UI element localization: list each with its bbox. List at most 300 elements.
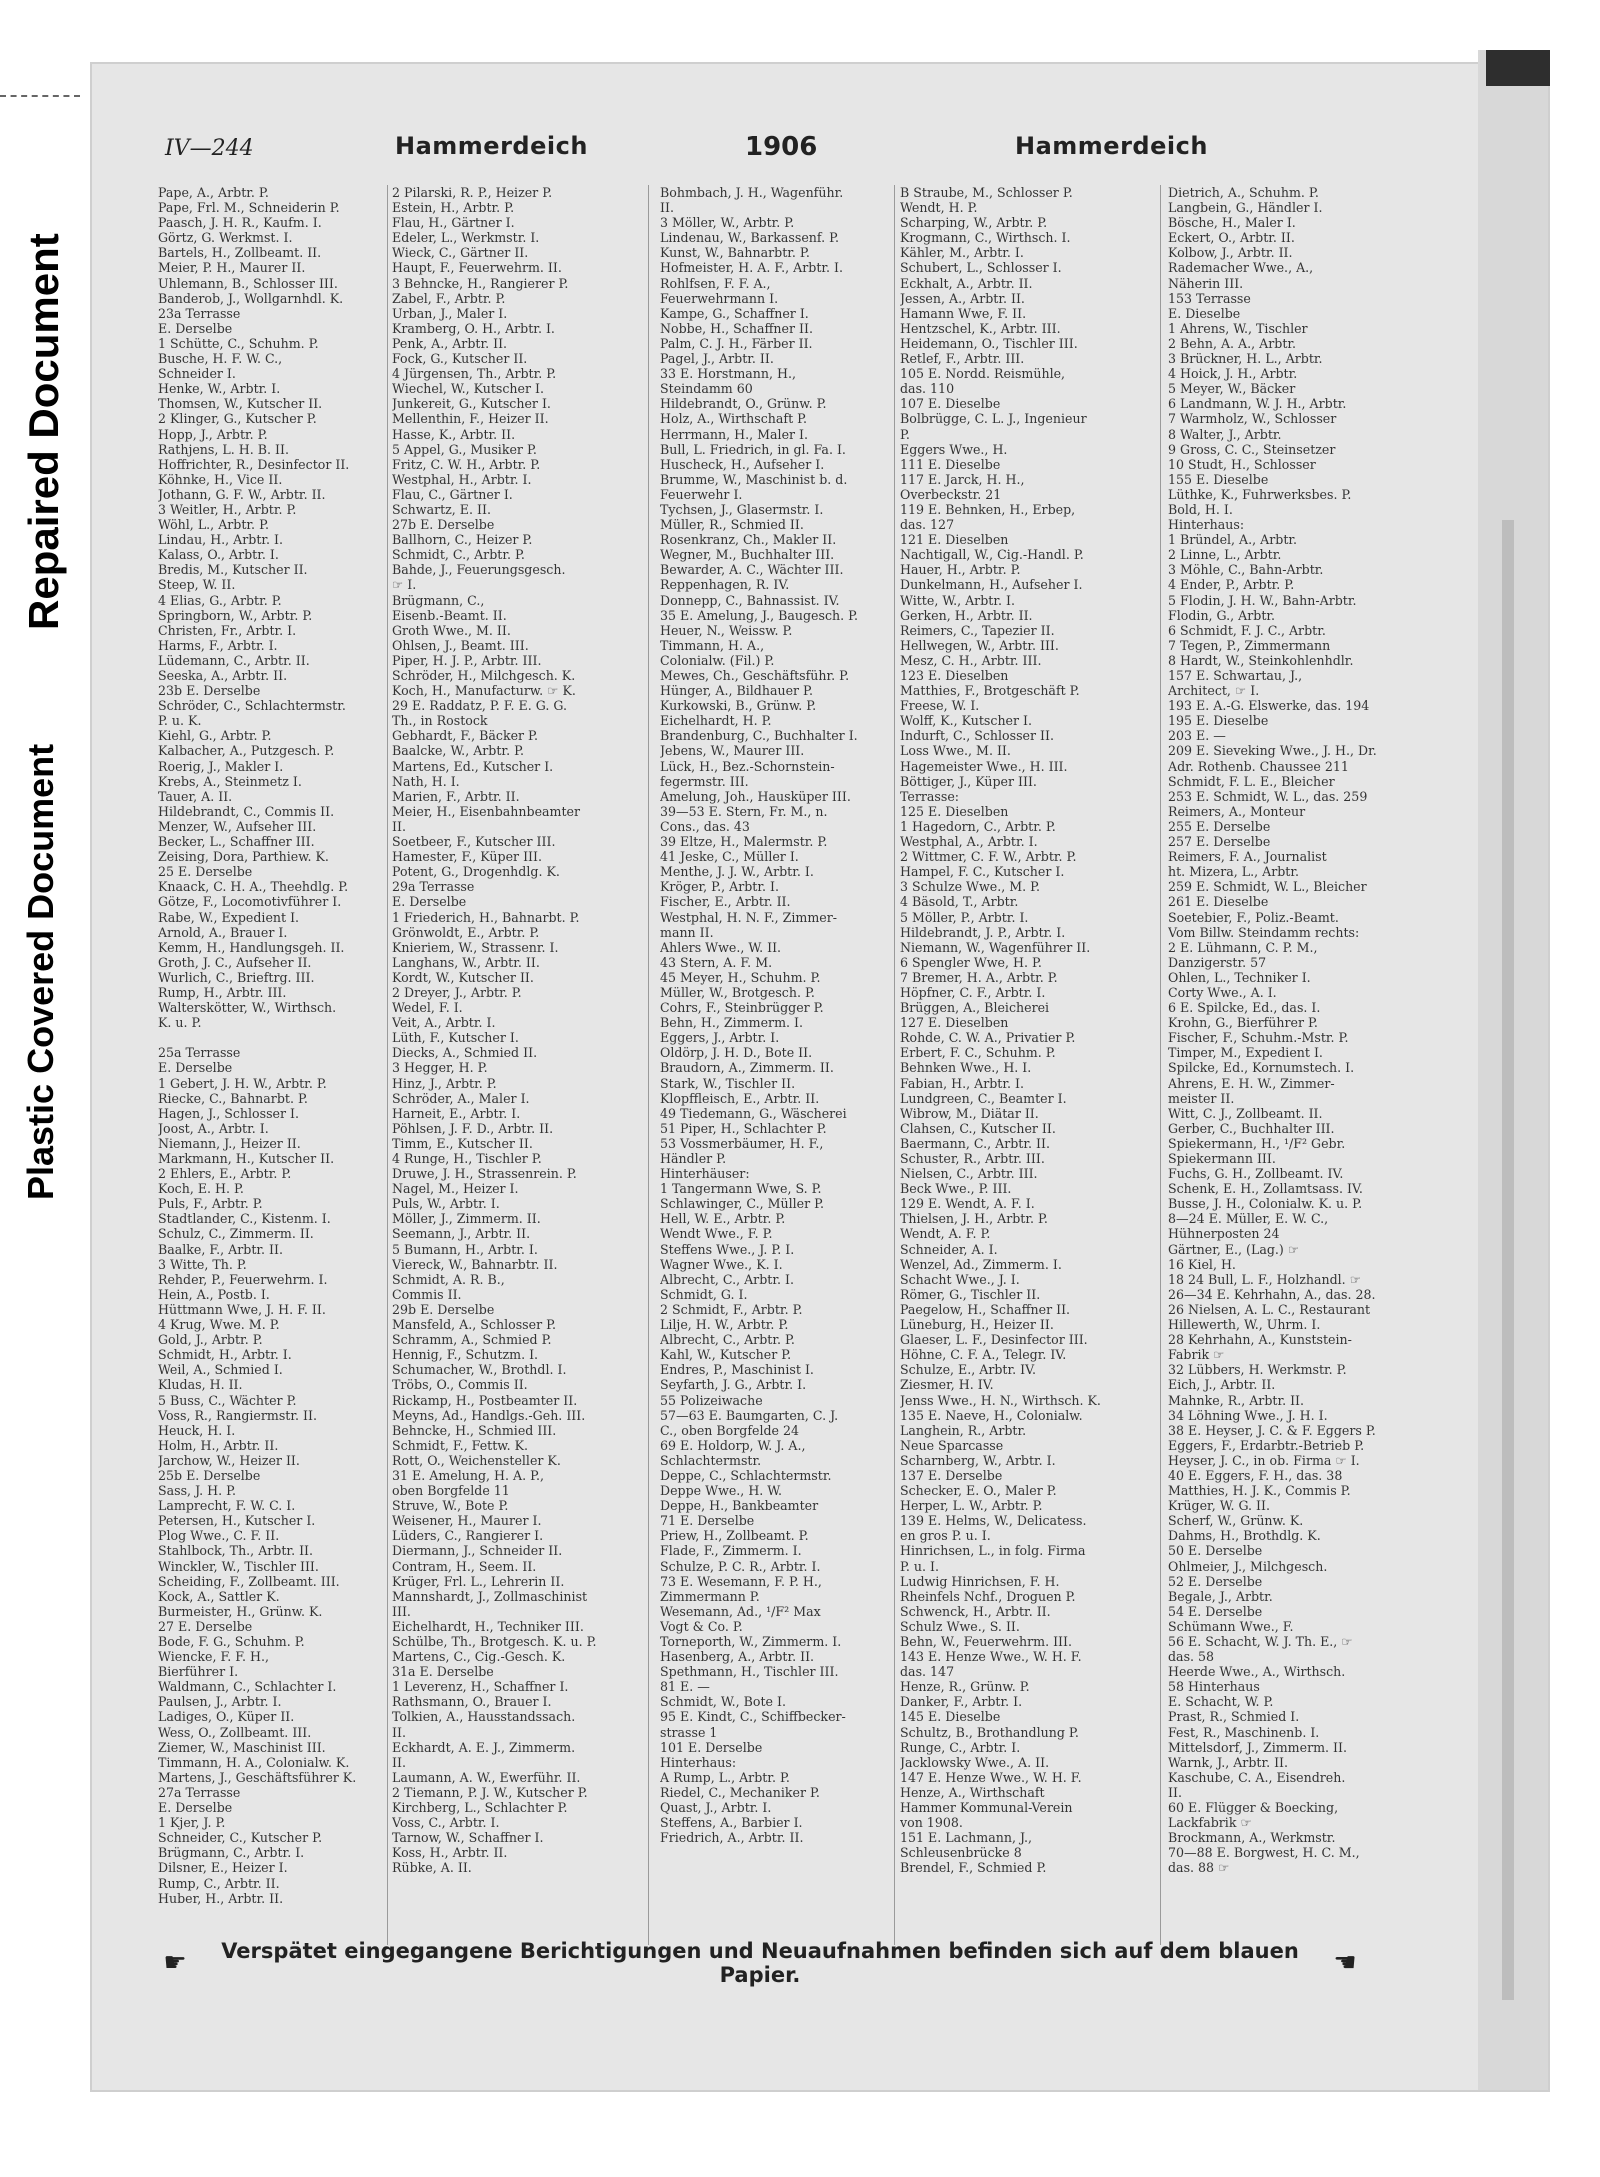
directory-entry: 29b E. Derselbe bbox=[392, 1301, 495, 1317]
directory-entry: Schröder, A., Maler I. bbox=[392, 1090, 530, 1106]
directory-entry: 55 Polizeiwache bbox=[660, 1392, 763, 1408]
directory-entry: K. u. P. bbox=[158, 1015, 202, 1031]
directory-entry: Behn, H., Zimmerm. I. bbox=[660, 1015, 803, 1031]
directory-entry: 1 Schütte, C., Schuhm. P. bbox=[158, 335, 319, 351]
directory-entry: Endres, P., Maschinist I. bbox=[660, 1362, 814, 1378]
directory-entry: E. Dieselbe bbox=[1168, 305, 1241, 321]
directory-entry: 1 Friederich, H., Bahnarbt. P. bbox=[392, 909, 580, 925]
directory-entry: Erbert, F. C., Schuhm. P. bbox=[900, 1045, 1056, 1061]
directory-entry: Martens, J., Geschäftsführer K. bbox=[158, 1769, 357, 1785]
directory-entry: Kalass, O., Arbtr. I. bbox=[158, 547, 279, 563]
directory-entry: 58 Hinterhaus bbox=[1168, 1679, 1260, 1695]
directory-entry: 27a Terrasse bbox=[158, 1784, 241, 1800]
directory-entry: Dahms, H., Brothdlg. K. bbox=[1168, 1528, 1321, 1544]
directory-entry: Kemm, H., Handlungsgeh. II. bbox=[158, 939, 345, 955]
directory-entry: Runge, C., Arbtr. I. bbox=[900, 1739, 1021, 1755]
directory-entry: Hildebrandt, J. P., Arbtr. I. bbox=[900, 924, 1066, 940]
directory-entry: P. u. I. bbox=[900, 1558, 940, 1574]
side-label-plastic: Plastic Covered Document bbox=[20, 743, 61, 1200]
directory-entry: Meier, H., Eisenbahnbeamter bbox=[392, 803, 581, 819]
directory-entry: Menzer, W., Aufseher III. bbox=[158, 818, 317, 834]
directory-entry: Nath, H. I. bbox=[392, 773, 460, 789]
directory-entry: Arnold, A., Brauer I. bbox=[158, 924, 288, 940]
directory-entry: 3 Brückner, H. L., Arbtr. bbox=[1168, 351, 1323, 367]
directory-entry: Kröger, P., Arbtr. I. bbox=[660, 879, 779, 895]
directory-entry: das. 147 bbox=[900, 1664, 955, 1680]
directory-entry: Seemann, J., Arbtr. II. bbox=[392, 1226, 531, 1242]
directory-entry: 69 E. Holdorp, W. J. A., bbox=[660, 1437, 806, 1453]
directory-entry: Schröder, C., Schlachtermstr. bbox=[158, 698, 346, 714]
directory-entry: Thielsen, J. H., Arbtr. P. bbox=[900, 1211, 1048, 1227]
directory-entry: Martens, Ed., Kutscher I. bbox=[392, 758, 554, 774]
directory-entry: 38 E. Heyser, J. C. & F. Eggers P. bbox=[1168, 1422, 1376, 1438]
directory-entry: Reimers, C., Tapezier II. bbox=[900, 622, 1055, 638]
directory-entry: 95 E. Kindt, C., Schiffbecker- bbox=[660, 1709, 846, 1725]
directory-entry: Schmidt, C., Arbtr. P. bbox=[392, 547, 525, 563]
directory-entry: Amelung, Joh., Hausküper III. bbox=[660, 788, 851, 804]
directory-entry: Baalcke, W., Arbtr. P. bbox=[392, 743, 524, 759]
directory-entry: E. Derselbe bbox=[158, 1060, 233, 1076]
directory-entry: Mahnke, R., Arbtr. II. bbox=[1168, 1392, 1305, 1408]
directory-entry: Ohlmeier, J., Milchgesch. bbox=[1168, 1558, 1328, 1574]
directory-entry: Schwenck, H., Arbtr. II. bbox=[900, 1603, 1051, 1619]
directory-entry: 3 Behncke, H., Rangierer P. bbox=[392, 275, 569, 291]
directory-entry: 4 Krug, Wwe. M. P. bbox=[158, 1317, 280, 1333]
directory-entry: Görtz, G. Werkmst. I. bbox=[158, 230, 293, 246]
directory-entry: Henze, A., Wirthschaft bbox=[900, 1784, 1045, 1800]
directory-column-5 bbox=[1168, 185, 1400, 1945]
directory-entry: Müller, W., Brotgesch. P. bbox=[660, 984, 815, 1000]
directory-entry: Winckler, W., Tischler III. bbox=[158, 1558, 319, 1574]
directory-entry: Hinrichsen, L., in folg. Firma bbox=[900, 1543, 1086, 1559]
directory-entry: Begale, J., Arbtr. bbox=[1168, 1588, 1273, 1604]
directory-entry: Uhlemann, B., Schlosser III. bbox=[158, 275, 338, 291]
directory-entry: Overbeckstr. 21 bbox=[900, 486, 1002, 502]
directory-entry: Menthe, J. J. W., Arbtr. I. bbox=[660, 864, 814, 880]
directory-entry: Ahrens, E. H. W., Zimmer- bbox=[1168, 1075, 1335, 1091]
directory-entry: 121 E. Dieselben bbox=[900, 532, 1009, 548]
directory-entry: Danker, F., Arbtr. I. bbox=[900, 1694, 1023, 1710]
directory-entry: 195 E. Dieselbe bbox=[1168, 713, 1269, 729]
directory-entry: Rohde, C. W. A., Privatier P. bbox=[900, 1030, 1076, 1046]
directory-entry: Heidemann, O., Tischler III. bbox=[900, 335, 1078, 351]
directory-entry: Hamester, F., Küper III. bbox=[392, 849, 542, 865]
directory-entry: 2 Dreyer, J., Arbtr. P. bbox=[392, 984, 522, 1000]
directory-entry: 4 Ender, P., Arbtr. P. bbox=[1168, 577, 1295, 593]
directory-entry: 25b E. Derselbe bbox=[158, 1467, 261, 1483]
directory-entry: Henke, W., Arbtr. I. bbox=[158, 381, 281, 397]
directory-entry: Warnk, J., Arbtr. II. bbox=[1168, 1754, 1289, 1770]
directory-entry: Brockmann, A., Werkmstr. bbox=[1168, 1830, 1336, 1846]
directory-entry: Piper, H. J. P., Arbtr. III. bbox=[392, 652, 542, 668]
directory-entry: Wedel, F. I. bbox=[392, 1000, 463, 1016]
directory-entry: Busche, H. F. W. C., bbox=[158, 351, 283, 367]
directory-entry: Bredis, M., Kutscher II. bbox=[158, 562, 308, 578]
directory-entry: 2 Pilarski, R. P., Heizer P. bbox=[392, 185, 553, 200]
directory-entry: Mannshardt, J., Zollmaschinist bbox=[392, 1588, 588, 1604]
directory-entry: 43 Stern, A. F. M. bbox=[660, 954, 773, 970]
scan-corner-shadow bbox=[1486, 50, 1550, 86]
directory-entry: Reimers, A., Monteur bbox=[1168, 803, 1306, 819]
directory-entry: 23b E. Derselbe bbox=[158, 683, 261, 699]
directory-entry: 1 Tangermann Wwe, S. P. bbox=[660, 1181, 822, 1197]
directory-entry: Kirchberg, L., Schlachter P. bbox=[392, 1800, 568, 1816]
directory-entry: III. bbox=[392, 1603, 411, 1619]
directory-entry: 25 E. Derselbe bbox=[158, 864, 253, 880]
directory-entry: 111 E. Dieselbe bbox=[900, 456, 1001, 472]
directory-entry: Steindamm 60 bbox=[660, 381, 753, 397]
directory-entry: Fischer, E., Arbtr. II. bbox=[660, 894, 791, 910]
directory-entry: 27 E. Derselbe bbox=[158, 1618, 253, 1634]
street-title-left: Hammerdeich bbox=[395, 132, 588, 160]
directory-entry: Heuer, N., Weissw. P. bbox=[660, 622, 793, 638]
directory-entry: Höhne, C. F. A., Telegr. IV. bbox=[900, 1347, 1067, 1363]
directory-entry: 7 Tegen, P., Zimmermann bbox=[1168, 637, 1331, 653]
directory-entry: 2 Wittmer, C. F. W., Arbtr. P. bbox=[900, 849, 1077, 865]
directory-entry: 53 Vossmerbäumer, H. F., bbox=[660, 1135, 824, 1151]
directory-entry: Hinz, J., Arbtr. P. bbox=[392, 1075, 497, 1091]
directory-entry: Kähler, M., Arbtr. I. bbox=[900, 245, 1024, 261]
directory-entry: Bösche, H., Maler I. bbox=[1168, 215, 1296, 231]
directory-entry: Prast, R., Schmied I. bbox=[1168, 1709, 1300, 1725]
directory-entry bbox=[158, 1030, 384, 1045]
directory-column-2 bbox=[392, 185, 638, 1945]
directory-entry: Scherf, W., Grünw. K. bbox=[1168, 1513, 1304, 1529]
directory-entry: Hagen, J., Schlosser I. bbox=[158, 1105, 299, 1121]
directory-entry: Plog Wwe., C. F. II. bbox=[158, 1528, 280, 1544]
directory-entry: 2 E. Lühmann, C. P. M., bbox=[1168, 939, 1318, 955]
directory-entry: Hentzschel, K., Arbtr. III. bbox=[900, 320, 1061, 336]
directory-entry: 4 Bäsold, T., Arbtr. bbox=[900, 894, 1019, 910]
directory-entry: 155 E. Dieselbe bbox=[1168, 471, 1269, 487]
directory-entry: Bewarder, A. C., Wächter III. bbox=[660, 562, 844, 578]
directory-entry: Schulze, P. C. R., Arbtr. I. bbox=[660, 1558, 821, 1574]
directory-entry: Ohlsen, J., Beamt. III. bbox=[392, 637, 529, 653]
directory-entry: Ziemer, W., Maschinist III. bbox=[158, 1739, 326, 1755]
directory-entry: Hamann Wwe, F. II. bbox=[900, 305, 1027, 321]
directory-entry: Feuerwehrmann I. bbox=[660, 290, 779, 306]
directory-entry: 6 E. Spilcke, Ed., das. I. bbox=[1168, 1000, 1321, 1016]
directory-entry: 261 E. Dieselbe bbox=[1168, 894, 1269, 910]
directory-entry: Wöhl, L., Arbtr. P. bbox=[158, 517, 269, 533]
directory-entry: Holz, A., Wirthschaft P. bbox=[660, 411, 808, 427]
directory-entry: Mansfeld, A., Schlosser P. bbox=[392, 1317, 557, 1333]
directory-entry: Retlef, F., Arbtr. III. bbox=[900, 351, 1025, 367]
directory-entry: 2 Linne, L., Arbtr. bbox=[1168, 547, 1282, 563]
directory-entry: 145 E. Dieselbe bbox=[900, 1709, 1001, 1725]
directory-entry: Eggers, F., Erdarbtr.-Betrieb P. bbox=[1168, 1437, 1365, 1453]
directory-entry: Bahde, J., Feuerungsgesch. bbox=[392, 562, 566, 578]
directory-entry: Martens, C., Cig.-Gesch. K. bbox=[392, 1649, 566, 1665]
directory-entry: Näherin III. bbox=[1168, 275, 1244, 291]
directory-entry: 34 Löhning Wwe., J. H. I. bbox=[1168, 1407, 1328, 1423]
directory-entry: Flau, H., Gärtner I. bbox=[392, 215, 515, 231]
side-label-repaired: Repaired Document bbox=[20, 233, 67, 630]
directory-entry: 7 Bremer, H. A., Arbtr. P. bbox=[900, 969, 1058, 985]
directory-entry: II. bbox=[1168, 1784, 1182, 1800]
directory-entry: Torneporth, W., Zimmerm. I. bbox=[660, 1634, 842, 1649]
directory-entry: Hünger, A., Bildhauer P. bbox=[660, 683, 813, 699]
directory-entry: Kolbow, J., Arbtr. II. bbox=[1168, 245, 1293, 261]
directory-entry: Donnepp, C., Bahnassist. IV. bbox=[660, 592, 840, 608]
directory-entry: 5 Bumann, H., Arbtr. I. bbox=[392, 1241, 538, 1257]
directory-entry: Freese, W. I. bbox=[900, 698, 980, 714]
directory-entry: Steffens Wwe., J. P. I. bbox=[660, 1241, 795, 1257]
directory-entry: 157 E. Schwartau, J., bbox=[1168, 668, 1303, 683]
directory-entry: Lüneburg, H., Heizer II. bbox=[900, 1317, 1054, 1333]
directory-entry: Brüggen, A., Bleicherei bbox=[900, 1000, 1050, 1016]
directory-entry: Tröbs, O., Commis II. bbox=[392, 1377, 528, 1393]
directory-entry: Dilsner, E., Heizer I. bbox=[158, 1860, 288, 1876]
directory-entry: Römer, G., Tischler II. bbox=[900, 1286, 1041, 1302]
directory-entry: 16 Kiel, H. bbox=[1168, 1256, 1236, 1272]
directory-entry: Krebs, A., Steinmetz I. bbox=[158, 773, 302, 789]
directory-entry: Schulz, C., Zimmerm. II. bbox=[158, 1226, 314, 1242]
directory-entry: Behn, W., Feuerwehrm. III. bbox=[900, 1634, 1073, 1649]
directory-entry: Commis II. bbox=[392, 1286, 462, 1302]
directory-entry: Zabel, F., Arbtr. P. bbox=[392, 290, 506, 306]
directory-entry: E. Derselbe bbox=[158, 320, 233, 336]
directory-entry: Hasse, K., Arbtr. II. bbox=[392, 426, 516, 442]
directory-entry: Schenk, E. H., Zollamtsass. IV. bbox=[1168, 1181, 1363, 1197]
directory-entry: Mellenthin, F., Heizer II. bbox=[392, 411, 549, 427]
directory-entry: Clahsen, C., Kutscher II. bbox=[900, 1120, 1056, 1136]
directory-entry: Behnken Wwe., H. I. bbox=[900, 1060, 1032, 1076]
directory-entry: Langhein, R., Arbtr. bbox=[900, 1422, 1027, 1438]
directory-entry: Jacklowsky Wwe., A. II. bbox=[900, 1754, 1050, 1770]
directory-entry: Hinterhaus: bbox=[1168, 517, 1245, 533]
directory-entry: Seyfarth, J. G., Arbtr. I. bbox=[660, 1377, 807, 1393]
directory-entry: Thomsen, W., Kutscher II. bbox=[158, 396, 323, 412]
directory-entry: Albrecht, C., Arbtr. P. bbox=[660, 1332, 795, 1348]
directory-entry: Eggers, J., Arbtr. I. bbox=[660, 1030, 780, 1046]
directory-entry: Kludas, H. II. bbox=[158, 1377, 243, 1393]
column-rule bbox=[894, 185, 895, 1945]
directory-entry: II. bbox=[392, 818, 406, 834]
directory-entry: 1 Leverenz, H., Schaffner I. bbox=[392, 1679, 569, 1695]
directory-entry: 35 E. Amelung, J., Baugesch. P. bbox=[660, 607, 859, 623]
directory-entry: Ziesmer, H. IV. bbox=[900, 1377, 994, 1393]
directory-entry: Kalbacher, A., Putzgesch. P. bbox=[158, 743, 335, 759]
directory-entry: Deppe, C., Schlachtermstr. bbox=[660, 1467, 832, 1483]
directory-entry: 10 Studt, H., Schlosser bbox=[1168, 456, 1316, 472]
directory-entry: Glaeser, L. F., Desinfector III. bbox=[900, 1332, 1088, 1348]
directory-entry: 1 Ahrens, W., Tischler bbox=[1168, 320, 1308, 336]
directory-entry: Flade, F., Zimmerm. I. bbox=[660, 1543, 802, 1559]
directory-entry: Heerde Wwe., A., Wirthsch. bbox=[1168, 1664, 1346, 1680]
directory-entry: ☞ I. bbox=[392, 577, 417, 593]
directory-entry: C., oben Borgfelde 24 bbox=[660, 1422, 800, 1438]
directory-entry: Rabe, W., Expedient I. bbox=[158, 909, 300, 925]
directory-entry: Th., in Rostock bbox=[392, 713, 488, 729]
directory-entry: Stadtlander, C., Kistenm. I. bbox=[158, 1211, 331, 1227]
directory-entry: Hillewerth, W., Uhrm. I. bbox=[1168, 1317, 1321, 1333]
directory-entry: A Rump, L., Arbtr. P. bbox=[660, 1769, 790, 1785]
directory-entry: das. 88 ☞ bbox=[1168, 1860, 1230, 1876]
directory-entry: Timmann, H. A., bbox=[660, 637, 765, 653]
directory-entry: Eich, J., Arbtr. II. bbox=[1168, 1377, 1276, 1393]
directory-entry: Riedel, C., Mechaniker P. bbox=[660, 1784, 820, 1800]
directory-entry: Lackfabrik ☞ bbox=[1168, 1815, 1252, 1831]
directory-entry: Schneider, C., Kutscher P. bbox=[158, 1830, 323, 1846]
directory-entry: Rickamp, H., Postbeamter II. bbox=[392, 1392, 578, 1408]
year-title: 1906 bbox=[745, 132, 818, 162]
directory-entry: Dunkelmann, H., Aufseher I. bbox=[900, 577, 1083, 593]
directory-entry: Banderob, J., Wollgarnhdl. K. bbox=[158, 290, 344, 306]
directory-entry: Schmidt, G. I. bbox=[660, 1286, 748, 1302]
directory-entry: Tychsen, J., Glasermstr. I. bbox=[660, 501, 824, 517]
directory-entry: Terrasse: bbox=[900, 788, 960, 804]
directory-entry: Busse, J. H., Colonialw. K. u. P. bbox=[1168, 1196, 1363, 1212]
directory-entry: Henze, R., Grünw. P. bbox=[900, 1679, 1030, 1695]
directory-entry: 49 Tiedemann, G., Wäscherei bbox=[660, 1105, 847, 1121]
directory-entry: Westphal, H., Arbtr. I. bbox=[392, 471, 532, 487]
directory-entry: Laumann, A. W., Ewerführ. II. bbox=[392, 1769, 581, 1785]
directory-entry: Bartels, H., Zollbeamt. II. bbox=[158, 245, 322, 261]
directory-entry: Matthies, H. J. K., Commis P. bbox=[1168, 1483, 1351, 1499]
directory-entry: Baalke, F., Arbtr. II. bbox=[158, 1241, 284, 1257]
directory-entry: Vom Billw. Steindamm rechts: bbox=[1168, 924, 1360, 940]
directory-entry: 2 Tiemann, P. J. W., Kutscher P. bbox=[392, 1784, 588, 1800]
directory-entry: Schneider, A. I. bbox=[900, 1241, 998, 1257]
directory-entry: Schubert, L., Schlosser I. bbox=[900, 260, 1062, 276]
directory-entry: Mesz, C. H., Arbtr. III. bbox=[900, 652, 1042, 668]
directory-entry: Rehder, P., Feuerwehrm. I. bbox=[158, 1271, 328, 1287]
pointing-hand-icon: ☛ bbox=[163, 1948, 187, 1978]
directory-entry: Oldörp, J. H. D., Bote II. bbox=[660, 1045, 813, 1061]
directory-entry: Cohrs, F., Steinbrügger P. bbox=[660, 1000, 824, 1016]
directory-entry: Hopp, J., Arbtr. P. bbox=[158, 426, 268, 442]
directory-entry: Wagner Wwe., K. I. bbox=[660, 1256, 783, 1272]
directory-entry: Estein, H., Arbtr. P. bbox=[392, 200, 515, 216]
directory-entry: Huber, H., Arbtr. II. bbox=[158, 1890, 284, 1906]
directory-entry: 4 Runge, H., Tischler P. bbox=[392, 1151, 542, 1166]
directory-entry: Huscheck, H., Aufseher I. bbox=[660, 456, 825, 472]
directory-entry: Contram, H., Seem. II. bbox=[392, 1558, 537, 1574]
directory-entry: 2 Behn, A. A., Arbtr. bbox=[1168, 335, 1297, 351]
page-header bbox=[165, 128, 1208, 168]
directory-entry: Neue Sparcasse bbox=[900, 1437, 1004, 1453]
directory-entry: Herrmann, H., Maler I. bbox=[660, 426, 809, 442]
directory-entry: Corty Wwe., A. I. bbox=[1168, 984, 1277, 1000]
directory-entry: II. bbox=[392, 1754, 406, 1770]
directory-entry: Zeising, Dora, Parthiew. K. bbox=[158, 849, 329, 865]
directory-entry: Witte, W., Arbtr. I. bbox=[900, 592, 1015, 608]
directory-entry: Hagemeister Wwe., H. III. bbox=[900, 758, 1068, 774]
directory-entry: 127 E. Dieselben bbox=[900, 1015, 1009, 1031]
directory-entry: 123 E. Dieselben bbox=[900, 668, 1009, 683]
directory-entry: Rump, C., Arbtr. II. bbox=[158, 1875, 280, 1891]
directory-entry: Tolkien, A., Hausstandssach. bbox=[392, 1709, 576, 1725]
directory-entry: Paasch, J. H. R., Kaufm. I. bbox=[158, 215, 322, 231]
directory-entry: Schwartz, E. II. bbox=[392, 501, 491, 517]
directory-entry: Steep, W. II. bbox=[158, 577, 236, 593]
directory-entry: Westphal, H. N. F., Zimmer- bbox=[660, 909, 837, 925]
directory-entry: 3 Möhle, C., Bahn-Arbtr. bbox=[1168, 562, 1324, 578]
directory-entry: Stahlbock, Th., Arbtr. II. bbox=[158, 1543, 314, 1559]
directory-entry: Potent, G., Drogenhdlg. K. bbox=[392, 864, 560, 880]
directory-entry: fegermstr. III. bbox=[660, 773, 749, 789]
directory-entry: Baermann, C., Arbtr. II. bbox=[900, 1135, 1050, 1151]
directory-entry: Schleusenbrücke 8 bbox=[900, 1845, 1022, 1861]
directory-entry: Waldmann, C., Schlachter I. bbox=[158, 1679, 337, 1695]
directory-entry: Penk, A., Arbtr. II. bbox=[392, 335, 508, 351]
directory-entry: 101 E. Derselbe bbox=[660, 1739, 763, 1755]
directory-entry: Rheinfels Nchf., Droguen P. bbox=[900, 1588, 1076, 1604]
directory-entry: Hennig, F., Schutzm. I. bbox=[392, 1347, 539, 1363]
directory-entry: Ludwig Hinrichsen, F. H. bbox=[900, 1573, 1060, 1589]
directory-entry: 57—63 E. Baumgarten, C. J. bbox=[660, 1407, 839, 1423]
directory-entry: Burmeister, H., Grünw. K. bbox=[158, 1603, 323, 1619]
directory-entry: Diermann, J., Schneider II. bbox=[392, 1543, 563, 1559]
directory-entry: Lindau, H., Arbtr. I. bbox=[158, 532, 284, 548]
directory-entry: Rott, O., Weichensteller K. bbox=[392, 1452, 561, 1468]
directory-entry: 8 Walter, J., Arbtr. bbox=[1168, 426, 1282, 442]
directory-entry: Ladiges, O., Küper II. bbox=[158, 1709, 295, 1725]
directory-entry: Hildebrandt, C., Commis II. bbox=[158, 803, 335, 819]
directory-entry: Krüger, W. G. II. bbox=[1168, 1498, 1271, 1514]
directory-entry: Hinterhaus: bbox=[660, 1754, 737, 1770]
directory-entry: Schlachtermstr. bbox=[660, 1452, 762, 1468]
directory-entry: Lindenau, W., Barkassenf. P. bbox=[660, 230, 840, 246]
directory-entry: Schmidt, F., Fettw. K. bbox=[392, 1437, 529, 1453]
directory-entry: Koss, H., Arbtr. II. bbox=[392, 1845, 508, 1861]
directory-entry: Seeska, A., Arbtr. II. bbox=[158, 668, 288, 683]
directory-entry: 143 E. Henze Wwe., W. H. F. bbox=[900, 1649, 1082, 1665]
directory-column-4 bbox=[900, 185, 1148, 1945]
directory-entry: 29 E. Raddatz, P. F. E. G. G. bbox=[392, 698, 567, 714]
directory-entry: Priew, H., Zollbeamt. P. bbox=[660, 1528, 809, 1544]
directory-entry: Eichelhardt, H., Techniker III. bbox=[392, 1618, 584, 1634]
directory-entry: Brügmann, C., Arbtr. I. bbox=[158, 1845, 305, 1861]
directory-entry: 7 Warmholz, W., Schlosser bbox=[1168, 411, 1337, 427]
directory-entry: Schülbe, Th., Brotgesch. K. u. P. bbox=[392, 1634, 597, 1649]
directory-entry: Fuchs, G. H., Zollbeamt. IV. bbox=[1168, 1166, 1344, 1182]
directory-entry: Lüth, F., Kutscher I. bbox=[392, 1030, 519, 1046]
directory-entry: Schmidt, W., Bote I. bbox=[660, 1694, 786, 1710]
directory-entry: Pape, A., Arbtr. P. bbox=[158, 185, 269, 200]
directory-entry: 6 Schmidt, F. J. C., Arbtr. bbox=[1168, 622, 1326, 638]
directory-entry: Steffens, A., Barbier I. bbox=[660, 1815, 803, 1831]
side-label-area bbox=[8, 120, 78, 1200]
directory-entry: Indurft, C., Schlosser II. bbox=[900, 728, 1054, 744]
directory-entry: Lilje, H. W., Arbtr. P. bbox=[660, 1317, 789, 1333]
directory-entry: 32 Lübbers, H. Werkmstr. P. bbox=[1168, 1362, 1347, 1378]
directory-entry: 39 Eltze, H., Malermstr. P. bbox=[660, 834, 828, 850]
footer-notice bbox=[150, 1939, 1370, 1987]
directory-entry: Schulz Wwe., S. II. bbox=[900, 1618, 1020, 1634]
directory-entry: Rathjens, L. H. B. II. bbox=[158, 441, 289, 457]
directory-entry: 105 E. Nordd. Reismühle, bbox=[900, 366, 1066, 382]
directory-entry: Niemann, W., Wagenführer II. bbox=[900, 939, 1091, 955]
directory-entry: Jenss Wwe., H. N., Wirthsch. K. bbox=[900, 1392, 1101, 1408]
directory-entry: Puls, W., Arbtr. I. bbox=[392, 1196, 500, 1212]
directory-entry: Koch, H., Manufacturw. ☞ K. bbox=[392, 683, 576, 699]
directory-entry: das. 110 bbox=[900, 381, 955, 397]
directory-entry: Diecks, A., Schmied II. bbox=[392, 1045, 538, 1061]
directory-entry: 8—24 E. Müller, E. W. C., bbox=[1168, 1211, 1329, 1227]
directory-entry: Knaack, C. H. A., Theehdlg. P. bbox=[158, 879, 349, 895]
directory-entry: 8 Hardt, W., Steinkohlenhdlr. bbox=[1168, 652, 1354, 668]
directory-entry: 52 E. Derselbe bbox=[1168, 1573, 1263, 1589]
directory-entry: Reimers, F. A., Journalist bbox=[1168, 849, 1327, 865]
directory-entry: Wibrow, M., Diätar II. bbox=[900, 1105, 1039, 1121]
directory-entry: E. Schacht, W. P. bbox=[1168, 1694, 1274, 1710]
directory-entry: 253 E. Schmidt, W. L., das. 259 bbox=[1168, 788, 1368, 804]
directory-entry: Rübke, A. II. bbox=[392, 1860, 472, 1876]
directory-entry: 50 E. Derselbe bbox=[1168, 1543, 1263, 1559]
directory-entry: meister II. bbox=[1168, 1090, 1235, 1106]
